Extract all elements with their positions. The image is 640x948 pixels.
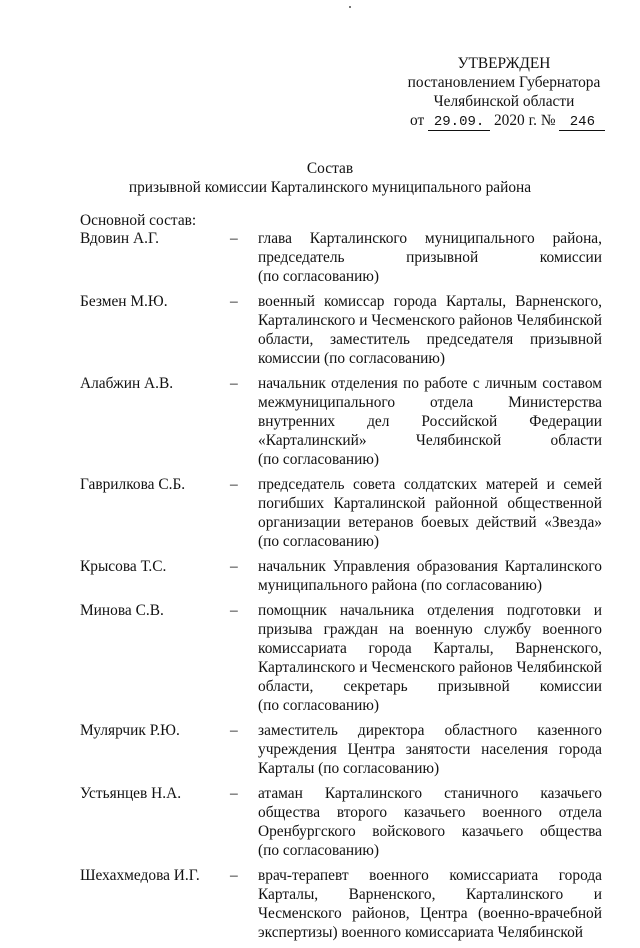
member-row	[80, 784, 602, 860]
member-description-line: межмуниципального отдела Министерства	[258, 394, 602, 411]
member-row	[80, 292, 602, 368]
member-dash: –	[230, 293, 238, 310]
member-description-line: (по согласованию)	[258, 268, 379, 285]
approval-resolution: постановлением Губернатора	[407, 74, 601, 91]
member-row	[80, 475, 602, 551]
member-description-line: Чесменского районов, Центра (военно-врачебной	[258, 905, 602, 922]
member-description-line: «Карталинский» Челябинской области	[258, 432, 602, 449]
member-description-line: атаман Карталинского станичного казачьего	[258, 785, 602, 802]
member-description-line: погибших Карталинской районной общественной	[258, 495, 602, 512]
member-description-line: военный комиссар города Карталы, Варненского,	[258, 293, 602, 310]
member-description-line: председатель совета солдатских матерей и семей	[258, 476, 602, 493]
member-name: Гаврилкова С.Б.	[80, 476, 186, 493]
member-dash: –	[230, 867, 238, 884]
member-description-line: экспертизы) военного комиссариата Челябинской	[258, 924, 584, 941]
member-dash: –	[230, 602, 238, 619]
member-description-line: Карталинского и Чесменского районов Челябинской	[258, 659, 602, 676]
member-description-line: внутренних дел Российской Федерации	[258, 413, 602, 430]
approval-stamp	[404, 54, 604, 131]
approval-title: УТВЕРЖДЕН	[457, 55, 551, 72]
member-dash: –	[230, 476, 238, 493]
member-description-line: врач-терапевт военного комиссариата города	[258, 867, 602, 884]
title-line-1: Состав	[306, 160, 354, 177]
member-description-line: комиссариата города Карталы, Варненского,	[258, 640, 602, 657]
approval-date: 29.09.	[428, 115, 490, 131]
member-description-line: (по согласованию)	[258, 842, 379, 859]
approval-year: 2020 г. №	[493, 112, 556, 129]
member-description	[258, 866, 602, 942]
member-row	[80, 866, 602, 942]
approval-number: 246	[559, 115, 605, 131]
approval-date-line	[404, 111, 604, 131]
member-description-line: комиссии (по согласованию)	[258, 350, 446, 367]
member-name: Шехахмедова И.Г.	[80, 867, 200, 884]
document-title	[60, 159, 600, 197]
member-description-line: Карталы (по согласованию)	[258, 760, 440, 777]
member-row	[80, 557, 602, 595]
approval-from: от	[410, 112, 425, 129]
member-name: Мулярчик Р.Ю.	[80, 722, 180, 739]
member-description-line: области, секретарь призывной комиссии	[258, 678, 602, 695]
member-dash: –	[230, 558, 238, 575]
member-description	[258, 374, 602, 469]
member-description-line: (по согласованию)	[258, 533, 379, 550]
title-line-2: призывной комиссии Карталинского муниципального района	[128, 179, 532, 196]
member-description-line: помощник начальника отделения подготовки и	[258, 602, 602, 619]
member-row	[80, 601, 602, 715]
member-description	[258, 601, 602, 715]
member-description-line: учреждения Центра занятости населения города	[258, 741, 602, 758]
member-dash: –	[230, 230, 238, 247]
member-description-line: (по согласованию)	[258, 697, 379, 714]
member-description-line: (по согласованию)	[258, 451, 379, 468]
member-row	[80, 374, 602, 469]
member-description	[258, 292, 602, 368]
member-description-line: начальник Управления образования Карталинского	[258, 558, 602, 575]
member-description-line: Оренбургского войскового казачьего общества	[258, 823, 602, 840]
member-description-line: начальник отделения по работе с личным составом	[258, 375, 602, 392]
member-description	[258, 475, 602, 551]
members-list	[80, 229, 602, 948]
member-description-line: области, заместитель председателя призывной	[258, 331, 602, 348]
member-dash: –	[230, 375, 238, 392]
member-name: Алабжин А.В.	[80, 375, 174, 392]
member-name: Крысова Т.С.	[80, 558, 167, 575]
member-description-line: муниципального района (по согласованию)	[258, 577, 543, 594]
scan-speck	[349, 6, 351, 8]
member-description-line: Карталы, Варненского, Карталинского и	[258, 886, 602, 903]
member-description-line: заместитель директора областного казенного	[258, 722, 602, 739]
member-dash: –	[230, 785, 238, 802]
member-description-line: председатель призывной комиссии	[258, 249, 602, 266]
member-name: Безмен М.Ю.	[80, 293, 168, 310]
member-description-line: организации ветеранов боевых действий «Звезда»	[258, 514, 602, 531]
member-description-line: Карталинского и Чесменского районов Челябинской	[258, 312, 602, 329]
member-row	[80, 229, 602, 286]
member-description	[258, 721, 602, 778]
member-description	[258, 557, 602, 595]
member-description-line: глава Карталинского муниципального района,	[258, 230, 602, 247]
member-description	[258, 229, 602, 286]
member-name: Вдовин А.Г.	[80, 230, 159, 247]
approval-region: Челябинской области	[433, 93, 575, 110]
member-name: Минова С.В.	[80, 602, 164, 619]
member-description-line: призыва граждан на военную службу военного	[258, 621, 602, 638]
member-row	[80, 721, 602, 778]
member-name: Устьянцев Н.А.	[80, 785, 182, 802]
member-description	[258, 784, 602, 860]
section-label: Основной состав:	[80, 212, 197, 229]
member-dash: –	[230, 722, 238, 739]
member-description-line: общества второго казачьего военного отдела	[258, 804, 602, 821]
